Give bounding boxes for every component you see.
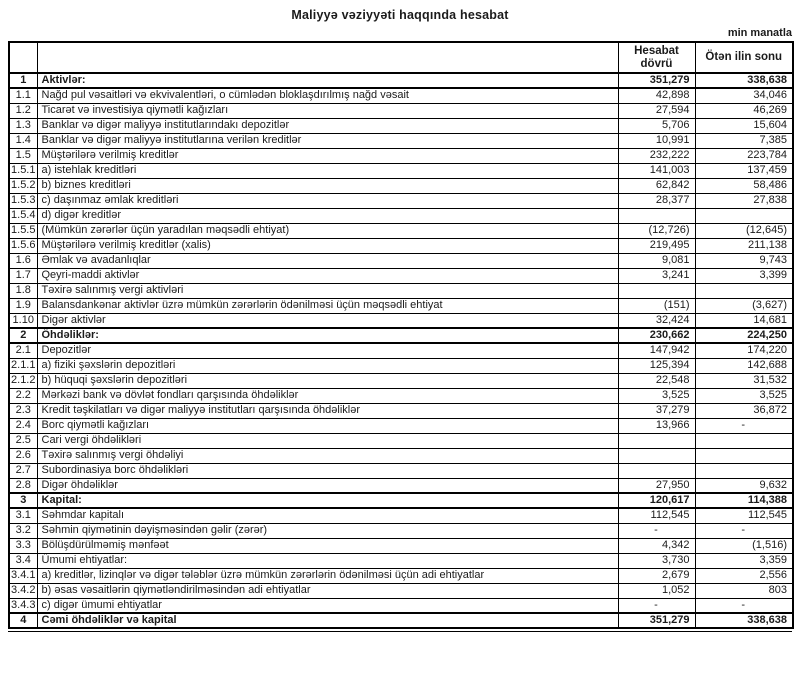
row-current-value: (12,726) <box>618 223 695 238</box>
row-no: 1.5.6 <box>9 238 37 253</box>
row-no: 2.1 <box>9 343 37 358</box>
table-row <box>9 538 793 553</box>
table-row <box>9 373 793 388</box>
table-row <box>9 103 793 118</box>
row-current-value <box>618 448 695 463</box>
report-table-body <box>9 73 793 628</box>
table-row <box>9 613 793 628</box>
table-row <box>9 598 793 613</box>
header-row <box>9 42 793 73</box>
table-row <box>9 328 793 343</box>
row-current-value: 62,842 <box>618 178 695 193</box>
row-no: 1.5.3 <box>9 193 37 208</box>
row-label: Aktivlər: <box>37 73 618 88</box>
row-current-value: 230,662 <box>618 328 695 343</box>
row-previous-value: 3,399 <box>695 268 793 283</box>
row-no: 4 <box>9 613 37 628</box>
row-previous-value: 223,784 <box>695 148 793 163</box>
table-row <box>9 148 793 163</box>
row-no: 2.2 <box>9 388 37 403</box>
row-no: 3.4.1 <box>9 568 37 583</box>
row-no: 1.10 <box>9 313 37 328</box>
row-no: 3.1 <box>9 508 37 523</box>
table-row <box>9 73 793 88</box>
row-current-value: 4,342 <box>618 538 695 553</box>
row-previous-value <box>695 283 793 298</box>
row-previous-value: 112,545 <box>695 508 793 523</box>
row-previous-value: 15,604 <box>695 118 793 133</box>
row-label: Digər öhdəliklər <box>37 478 618 493</box>
row-current-value: 351,279 <box>618 613 695 628</box>
row-previous-value: 114,388 <box>695 493 793 508</box>
row-label: a) kreditlər, lizinqlər və digər tələblər üzrə mümkün zərərlərin ödənilməsi üçün adi ehtiyatlar <box>37 568 618 583</box>
row-previous-value <box>695 433 793 448</box>
row-previous-value: (12,645) <box>695 223 793 238</box>
row-current-value: 13,966 <box>618 418 695 433</box>
table-row <box>9 343 793 358</box>
table-row <box>9 568 793 583</box>
row-previous-value <box>695 463 793 478</box>
row-label: b) biznes kreditləri <box>37 178 618 193</box>
row-label: Balansdankənar aktivlər üzrə mümkün zərərlərin ödənilməsi üçün məqsədli ehtiyat <box>37 298 618 313</box>
table-row <box>9 268 793 283</box>
row-previous-value: - <box>695 523 793 538</box>
row-previous-value: 46,269 <box>695 103 793 118</box>
row-previous-value: 7,385 <box>695 133 793 148</box>
table-row <box>9 238 793 253</box>
row-current-value: 232,222 <box>618 148 695 163</box>
row-no: 1.7 <box>9 268 37 283</box>
row-no: 2.6 <box>9 448 37 463</box>
row-no: 1.8 <box>9 283 37 298</box>
table-row <box>9 403 793 418</box>
row-previous-value: 36,872 <box>695 403 793 418</box>
row-current-value: 1,052 <box>618 583 695 598</box>
col-header-previous-year-end: Ötən ilin sonu <box>695 42 793 73</box>
row-label: Borc qiymətli kağızları <box>37 418 618 433</box>
row-previous-value: - <box>695 418 793 433</box>
row-label: Təxirə salınmış vergi öhdəliyi <box>37 448 618 463</box>
row-previous-value <box>695 448 793 463</box>
row-label: b) hüquqi şəxslərin depozitləri <box>37 373 618 388</box>
row-no: 1.9 <box>9 298 37 313</box>
row-current-value: 37,279 <box>618 403 695 418</box>
financial-position-table <box>8 41 794 629</box>
row-previous-value: 224,250 <box>695 328 793 343</box>
table-row <box>9 88 793 103</box>
row-no: 1.6 <box>9 253 37 268</box>
row-previous-value: 34,046 <box>695 88 793 103</box>
table-row <box>9 253 793 268</box>
row-label: (Mümkün zərərlər üçün yaradılan məqsədli ehtiyat) <box>37 223 618 238</box>
row-previous-value: (1,516) <box>695 538 793 553</box>
table-row <box>9 208 793 223</box>
row-label: Mərkəzi bank və dövlət fondları qarşısında öhdəliklər <box>37 388 618 403</box>
row-label: Səhmdar kapitalı <box>37 508 618 523</box>
row-no: 2.4 <box>9 418 37 433</box>
row-current-value: 2,679 <box>618 568 695 583</box>
row-label: Cari vergi öhdəlikləri <box>37 433 618 448</box>
row-current-value: 141,003 <box>618 163 695 178</box>
row-current-value: 120,617 <box>618 493 695 508</box>
row-previous-value: 9,743 <box>695 253 793 268</box>
row-current-value: 28,377 <box>618 193 695 208</box>
table-row <box>9 193 793 208</box>
row-label: Kapital: <box>37 493 618 508</box>
unit-note: min manatla <box>727 27 792 39</box>
row-no: 1.2 <box>9 103 37 118</box>
row-previous-value: 14,681 <box>695 313 793 328</box>
row-previous-value: 137,459 <box>695 163 793 178</box>
row-current-value: 3,241 <box>618 268 695 283</box>
row-label: a) fiziki şəxslərin depozitləri <box>37 358 618 373</box>
row-no: 2.5 <box>9 433 37 448</box>
row-previous-value: 803 <box>695 583 793 598</box>
row-current-value: 27,950 <box>618 478 695 493</box>
row-label: Səhmin qiymətinin dəyişməsindən gəlir (zərər) <box>37 523 618 538</box>
row-previous-value: (3,627) <box>695 298 793 313</box>
table-row <box>9 118 793 133</box>
row-no: 3.3 <box>9 538 37 553</box>
row-label: Depozitlər <box>37 343 618 358</box>
row-label: Banklar və digər maliyyə institutlarına verilən kreditlər <box>37 133 618 148</box>
row-current-value <box>618 208 695 223</box>
row-label: Bölüşdürülməmiş mənfəət <box>37 538 618 553</box>
table-row <box>9 523 793 538</box>
table-row <box>9 298 793 313</box>
row-label: c) daşınmaz əmlak kreditləri <box>37 193 618 208</box>
row-previous-value: 142,688 <box>695 358 793 373</box>
row-current-value <box>618 433 695 448</box>
row-current-value: 10,991 <box>618 133 695 148</box>
row-no: 2.1.2 <box>9 373 37 388</box>
row-label: b) əsas vəsaitlərin qiymətləndirilməsindən adi ehtiyatlar <box>37 583 618 598</box>
row-previous-value: 211,138 <box>695 238 793 253</box>
row-label: Subordinasiya borc öhdəlikləri <box>37 463 618 478</box>
row-previous-value <box>695 208 793 223</box>
table-row <box>9 418 793 433</box>
row-label: Öhdəliklər: <box>37 328 618 343</box>
row-no: 1.5.1 <box>9 163 37 178</box>
row-label: Cəmi öhdəliklər və kapital <box>37 613 618 628</box>
row-label: Banklar və digər maliyyə institutlarındakı depozitlər <box>37 118 618 133</box>
row-no: 2.1.1 <box>9 358 37 373</box>
row-label: Nağd pul vəsaitləri və ekvivalentləri, o cümlədən bloklaşdırılmış nağd vəsait <box>37 88 618 103</box>
row-label: Müştərilərə verilmiş kreditlər <box>37 148 618 163</box>
row-label: c) digər ümumi ehtiyatlar <box>37 598 618 613</box>
row-no: 3 <box>9 493 37 508</box>
row-label: Təxirə salınmış vergi aktivləri <box>37 283 618 298</box>
table-row <box>9 133 793 148</box>
row-no: 1.5.5 <box>9 223 37 238</box>
row-label: d) digər kreditlər <box>37 208 618 223</box>
row-current-value: 3,525 <box>618 388 695 403</box>
row-previous-value: 31,532 <box>695 373 793 388</box>
row-current-value: 219,495 <box>618 238 695 253</box>
table-row <box>9 178 793 193</box>
row-current-value: 32,424 <box>618 313 695 328</box>
row-current-value: 3,730 <box>618 553 695 568</box>
table-row <box>9 463 793 478</box>
table-row <box>9 478 793 493</box>
col-header-current-period: Hesabat dövrü <box>618 42 695 73</box>
table-row <box>9 223 793 238</box>
table-row <box>9 283 793 298</box>
bottom-double-rule <box>8 631 792 632</box>
row-label: Müştərilərə verilmiş kreditlər (xalis) <box>37 238 618 253</box>
row-current-value: 351,279 <box>618 73 695 88</box>
row-no: 2.3 <box>9 403 37 418</box>
table-row <box>9 313 793 328</box>
table-row <box>9 163 793 178</box>
row-previous-value: - <box>695 598 793 613</box>
row-label: Kredit təşkilatları və digər maliyyə institutları qarşısında öhdəliklər <box>37 403 618 418</box>
row-label: Digər aktivlər <box>37 313 618 328</box>
row-no: 1.5.2 <box>9 178 37 193</box>
table-row <box>9 493 793 508</box>
row-current-value: 5,706 <box>618 118 695 133</box>
row-no: 3.4 <box>9 553 37 568</box>
row-current-value: 22,548 <box>618 373 695 388</box>
row-label: Əmlak və avadanlıqlar <box>37 253 618 268</box>
row-no: 1.3 <box>9 118 37 133</box>
row-current-value: (151) <box>618 298 695 313</box>
row-previous-value: 27,838 <box>695 193 793 208</box>
row-no: 1.1 <box>9 88 37 103</box>
row-previous-value: 338,638 <box>695 73 793 88</box>
row-no: 2.8 <box>9 478 37 493</box>
row-no: 1.5 <box>9 148 37 163</box>
row-no: 3.2 <box>9 523 37 538</box>
table-row <box>9 553 793 568</box>
row-current-value <box>618 463 695 478</box>
row-current-value: 9,081 <box>618 253 695 268</box>
row-current-value: 125,394 <box>618 358 695 373</box>
row-label: Qeyri-maddi aktivlər <box>37 268 618 283</box>
row-current-value: 27,594 <box>618 103 695 118</box>
row-label: a) istehlak kreditləri <box>37 163 618 178</box>
row-previous-value: 58,486 <box>695 178 793 193</box>
row-current-value: - <box>618 523 695 538</box>
table-row <box>9 508 793 523</box>
row-current-value: 42,898 <box>618 88 695 103</box>
row-current-value: - <box>618 598 695 613</box>
row-no: 3.4.2 <box>9 583 37 598</box>
row-previous-value: 174,220 <box>695 343 793 358</box>
table-row <box>9 433 793 448</box>
row-previous-value: 2,556 <box>695 568 793 583</box>
row-label: Ümumi ehtiyatlar: <box>37 553 618 568</box>
table-row <box>9 583 793 598</box>
row-previous-value: 3,525 <box>695 388 793 403</box>
table-row <box>9 388 793 403</box>
row-current-value <box>618 283 695 298</box>
col-header-no <box>9 42 37 73</box>
table-row <box>9 448 793 463</box>
row-no: 1.5.4 <box>9 208 37 223</box>
page-title: Maliyyə vəziyyəti haqqında hesabat <box>291 8 509 22</box>
row-current-value: 112,545 <box>618 508 695 523</box>
row-no: 3.4.3 <box>9 598 37 613</box>
row-no: 2 <box>9 328 37 343</box>
row-no: 1 <box>9 73 37 88</box>
row-current-value: 147,942 <box>618 343 695 358</box>
row-previous-value: 3,359 <box>695 553 793 568</box>
row-previous-value: 9,632 <box>695 478 793 493</box>
row-previous-value: 338,638 <box>695 613 793 628</box>
row-no: 1.4 <box>9 133 37 148</box>
row-label: Ticarət və investisiya qiymətli kağızları <box>37 103 618 118</box>
col-header-label <box>37 42 618 73</box>
row-no: 2.7 <box>9 463 37 478</box>
table-row <box>9 358 793 373</box>
